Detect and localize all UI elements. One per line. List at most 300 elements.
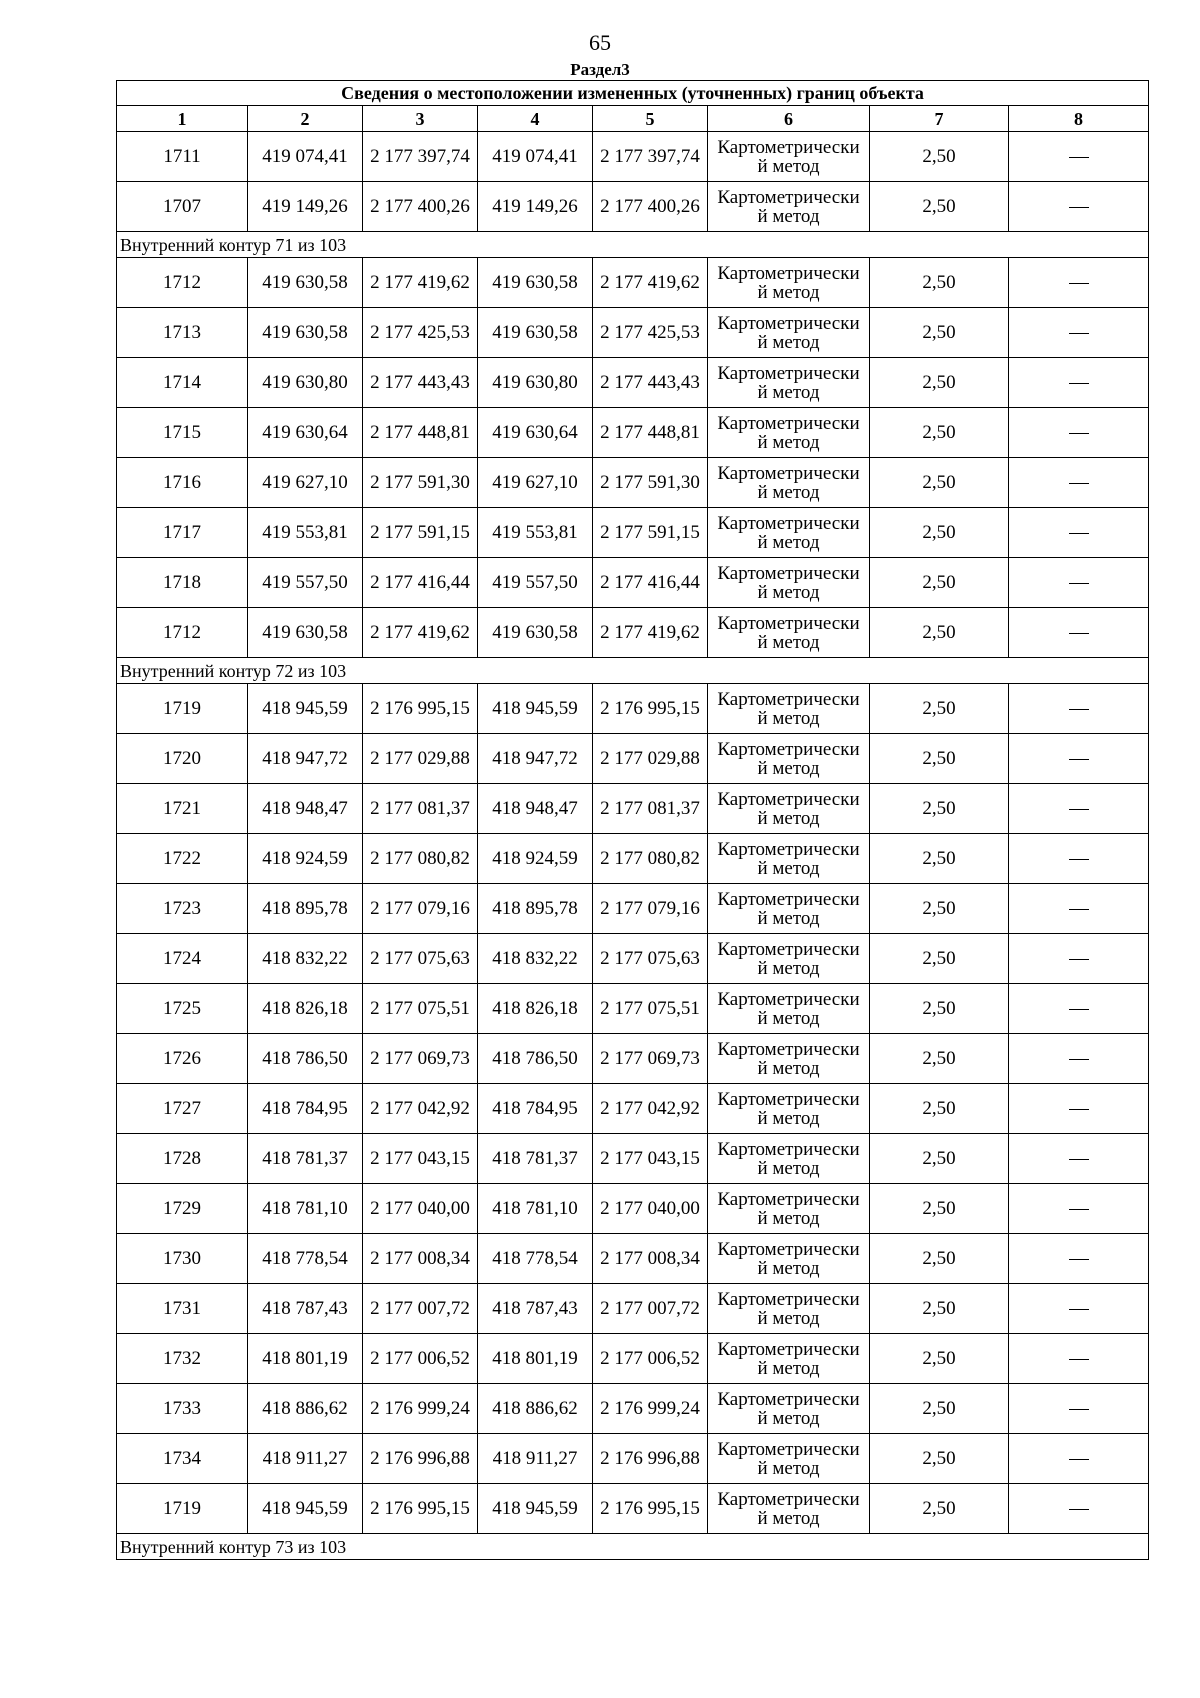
point-number-cell: 1721 <box>117 784 248 834</box>
point-number-cell: 1707 <box>117 182 248 232</box>
method-text-line2: й метод <box>757 581 820 603</box>
dash-mark <box>1069 1009 1089 1010</box>
point-number-cell: 1723 <box>117 884 248 934</box>
method-text-line1: Картометрически <box>717 562 860 584</box>
y-existing-cell: 2 177 043,15 <box>363 1134 478 1184</box>
dash-mark <box>1069 709 1089 710</box>
table-row <box>117 734 1149 784</box>
y-existing-cell: 2 177 400,26 <box>363 182 478 232</box>
y-refined-cell: 2 177 007,72 <box>593 1284 708 1334</box>
x-existing-cell: 418 945,59 <box>248 1484 363 1534</box>
accuracy-cell: 2,50 <box>870 1134 1009 1184</box>
accuracy-cell: 2,50 <box>870 1334 1009 1384</box>
y-refined-cell: 2 176 995,15 <box>593 684 708 734</box>
y-refined-cell: 2 177 075,51 <box>593 984 708 1034</box>
method-text-line1: Картометрически <box>717 938 860 960</box>
description-cell <box>1009 1434 1149 1484</box>
point-number-cell: 1733 <box>117 1384 248 1434</box>
dash-mark <box>1069 1259 1089 1260</box>
column-header: 5 <box>593 106 708 132</box>
accuracy-cell: 2,50 <box>870 258 1009 308</box>
column-header: 2 <box>248 106 363 132</box>
method-text-line2: й метод <box>757 957 820 979</box>
dash-mark <box>1069 283 1089 284</box>
method-text-line2: й метод <box>757 481 820 503</box>
x-existing-cell: 418 832,22 <box>248 934 363 984</box>
table-row <box>117 884 1149 934</box>
page-number: 65 <box>589 30 611 55</box>
description-cell <box>1009 458 1149 508</box>
x-existing-cell: 419 557,50 <box>248 558 363 608</box>
x-refined-cell: 418 801,19 <box>478 1334 593 1384</box>
method-text-line1: Картометрически <box>717 1088 860 1110</box>
accuracy-cell: 2,50 <box>870 558 1009 608</box>
x-existing-cell: 418 948,47 <box>248 784 363 834</box>
description-cell <box>1009 1384 1149 1434</box>
dash-mark <box>1069 1309 1089 1310</box>
table-row <box>117 508 1149 558</box>
method-text-line1: Картометрически <box>717 738 860 760</box>
x-existing-cell: 419 627,10 <box>248 458 363 508</box>
method-cell <box>708 684 870 734</box>
y-existing-cell: 2 177 591,30 <box>363 458 478 508</box>
description-cell <box>1009 1084 1149 1134</box>
description-cell <box>1009 934 1149 984</box>
accuracy-cell: 2,50 <box>870 1084 1009 1134</box>
method-text-line1: Картометрически <box>717 1138 860 1160</box>
method-cell <box>708 1484 870 1534</box>
point-number-cell: 1716 <box>117 458 248 508</box>
x-refined-cell: 419 074,41 <box>478 132 593 182</box>
table-row <box>117 934 1149 984</box>
method-text-line2: й метод <box>757 907 820 929</box>
method-text-line2: й метод <box>757 1457 820 1479</box>
dash-mark <box>1069 383 1089 384</box>
method-text-line1: Картометрически <box>717 462 860 484</box>
contour-row <box>117 232 1149 258</box>
method-cell <box>708 1434 870 1484</box>
method-cell <box>708 1284 870 1334</box>
description-cell <box>1009 258 1149 308</box>
dash-mark <box>1069 583 1089 584</box>
method-cell <box>708 132 870 182</box>
description-cell <box>1009 132 1149 182</box>
x-existing-cell: 418 886,62 <box>248 1384 363 1434</box>
coordinates-table <box>116 80 1149 1560</box>
x-refined-cell: 418 948,47 <box>478 784 593 834</box>
x-refined-cell: 418 781,10 <box>478 1184 593 1234</box>
method-text-line1: Картометрически <box>717 1438 860 1460</box>
x-refined-cell: 418 945,59 <box>478 1484 593 1534</box>
dash-mark <box>1069 207 1089 208</box>
accuracy-cell: 2,50 <box>870 984 1009 1034</box>
dash-mark <box>1069 157 1089 158</box>
point-number-cell: 1715 <box>117 408 248 458</box>
x-existing-cell: 419 630,58 <box>248 258 363 308</box>
x-refined-cell: 419 630,58 <box>478 608 593 658</box>
method-text-line1: Картометрически <box>717 1488 860 1510</box>
description-cell <box>1009 734 1149 784</box>
x-refined-cell: 418 786,50 <box>478 1034 593 1084</box>
description-cell <box>1009 684 1149 734</box>
description-cell <box>1009 182 1149 232</box>
x-existing-cell: 419 553,81 <box>248 508 363 558</box>
contour-row <box>117 658 1149 684</box>
method-text-line1: Картометрически <box>717 1288 860 1310</box>
method-text-line2: й метод <box>757 1357 820 1379</box>
y-existing-cell: 2 177 416,44 <box>363 558 478 608</box>
description-cell <box>1009 308 1149 358</box>
method-text-line1: Картометрически <box>717 888 860 910</box>
y-refined-cell: 2 176 999,24 <box>593 1384 708 1434</box>
x-refined-cell: 418 886,62 <box>478 1384 593 1434</box>
method-cell <box>708 734 870 784</box>
method-text-line2: й метод <box>757 205 820 227</box>
x-existing-cell: 419 149,26 <box>248 182 363 232</box>
x-refined-cell: 419 630,58 <box>478 258 593 308</box>
y-refined-cell: 2 177 591,30 <box>593 458 708 508</box>
method-text-line1: Картометрически <box>717 262 860 284</box>
table-row <box>117 1234 1149 1284</box>
point-number-cell: 1730 <box>117 1234 248 1284</box>
point-number-cell: 1734 <box>117 1434 248 1484</box>
method-text-line2: й метод <box>757 331 820 353</box>
method-cell <box>708 458 870 508</box>
y-refined-cell: 2 177 591,15 <box>593 508 708 558</box>
x-refined-cell: 419 557,50 <box>478 558 593 608</box>
y-existing-cell: 2 177 079,16 <box>363 884 478 934</box>
table-row <box>117 1384 1149 1434</box>
table-row <box>117 558 1149 608</box>
accuracy-cell: 2,50 <box>870 608 1009 658</box>
x-refined-cell: 418 895,78 <box>478 884 593 934</box>
accuracy-cell: 2,50 <box>870 1384 1009 1434</box>
method-cell <box>708 934 870 984</box>
y-refined-cell: 2 177 006,52 <box>593 1334 708 1384</box>
accuracy-cell: 2,50 <box>870 508 1009 558</box>
column-header: 7 <box>870 106 1009 132</box>
x-existing-cell: 418 787,43 <box>248 1284 363 1334</box>
method-cell <box>708 408 870 458</box>
point-number-cell: 1729 <box>117 1184 248 1234</box>
y-refined-cell: 2 177 008,34 <box>593 1234 708 1284</box>
method-text-line1: Картометрически <box>717 612 860 634</box>
y-refined-cell: 2 177 069,73 <box>593 1034 708 1084</box>
accuracy-cell: 2,50 <box>870 834 1009 884</box>
table-row <box>117 784 1149 834</box>
method-text-line1: Картометрически <box>717 1388 860 1410</box>
point-number-cell: 1711 <box>117 132 248 182</box>
method-text-line2: й метод <box>757 155 820 177</box>
column-header-row <box>117 106 1149 132</box>
method-text-line1: Картометрически <box>717 838 860 860</box>
method-text-line2: й метод <box>757 281 820 303</box>
y-existing-cell: 2 177 419,62 <box>363 608 478 658</box>
x-existing-cell: 418 786,50 <box>248 1034 363 1084</box>
method-text-line2: й метод <box>757 531 820 553</box>
x-existing-cell: 418 924,59 <box>248 834 363 884</box>
y-refined-cell: 2 176 995,15 <box>593 1484 708 1534</box>
description-cell <box>1009 784 1149 834</box>
method-text-line2: й метод <box>757 707 820 729</box>
description-cell <box>1009 1334 1149 1384</box>
point-number-cell: 1712 <box>117 608 248 658</box>
method-cell <box>708 1034 870 1084</box>
description-cell <box>1009 1134 1149 1184</box>
x-existing-cell: 418 801,19 <box>248 1334 363 1384</box>
y-existing-cell: 2 177 081,37 <box>363 784 478 834</box>
method-cell <box>708 1084 870 1134</box>
point-number-cell: 1731 <box>117 1284 248 1334</box>
y-existing-cell: 2 177 040,00 <box>363 1184 478 1234</box>
table-row <box>117 984 1149 1034</box>
x-refined-cell: 418 784,95 <box>478 1084 593 1134</box>
method-text-line2: й метод <box>757 631 820 653</box>
y-refined-cell: 2 177 080,82 <box>593 834 708 884</box>
point-number-cell: 1718 <box>117 558 248 608</box>
x-refined-cell: 418 832,22 <box>478 934 593 984</box>
method-cell <box>708 558 870 608</box>
x-existing-cell: 418 947,72 <box>248 734 363 784</box>
y-existing-cell: 2 177 006,52 <box>363 1334 478 1384</box>
accuracy-cell: 2,50 <box>870 884 1009 934</box>
accuracy-cell: 2,50 <box>870 1484 1009 1534</box>
x-refined-cell: 419 627,10 <box>478 458 593 508</box>
dash-mark <box>1069 759 1089 760</box>
y-existing-cell: 2 176 999,24 <box>363 1384 478 1434</box>
method-cell <box>708 1384 870 1434</box>
x-refined-cell: 418 781,37 <box>478 1134 593 1184</box>
description-cell <box>1009 984 1149 1034</box>
dash-mark <box>1069 809 1089 810</box>
column-header: 4 <box>478 106 593 132</box>
x-existing-cell: 418 781,37 <box>248 1134 363 1184</box>
description-cell <box>1009 358 1149 408</box>
table-row <box>117 1184 1149 1234</box>
y-refined-cell: 2 177 081,37 <box>593 784 708 834</box>
point-number-cell: 1725 <box>117 984 248 1034</box>
table-row <box>117 308 1149 358</box>
method-text-line1: Картометрически <box>717 412 860 434</box>
y-refined-cell: 2 177 042,92 <box>593 1084 708 1134</box>
y-existing-cell: 2 177 042,92 <box>363 1084 478 1134</box>
y-existing-cell: 2 177 419,62 <box>363 258 478 308</box>
table-row <box>117 458 1149 508</box>
x-existing-cell: 418 895,78 <box>248 884 363 934</box>
x-refined-cell: 419 630,58 <box>478 308 593 358</box>
method-text-line1: Картометрически <box>717 688 860 710</box>
table-row <box>117 1084 1149 1134</box>
y-refined-cell: 2 177 397,74 <box>593 132 708 182</box>
x-existing-cell: 418 945,59 <box>248 684 363 734</box>
accuracy-cell: 2,50 <box>870 132 1009 182</box>
y-refined-cell: 2 177 029,88 <box>593 734 708 784</box>
table-row <box>117 358 1149 408</box>
dash-mark <box>1069 1109 1089 1110</box>
x-existing-cell: 419 074,41 <box>248 132 363 182</box>
table-title-row <box>117 81 1149 106</box>
method-text-line2: й метод <box>757 1307 820 1329</box>
x-refined-cell: 418 778,54 <box>478 1234 593 1284</box>
method-text-line1: Картометрически <box>717 1038 860 1060</box>
table-title: Сведения о местоположении измененных (уточненных) границ объекта <box>117 81 1149 106</box>
accuracy-cell: 2,50 <box>870 1234 1009 1284</box>
accuracy-cell: 2,50 <box>870 784 1009 834</box>
x-refined-cell: 418 947,72 <box>478 734 593 784</box>
x-existing-cell: 419 630,58 <box>248 308 363 358</box>
point-number-cell: 1728 <box>117 1134 248 1184</box>
table-row <box>117 1284 1149 1334</box>
accuracy-cell: 2,50 <box>870 182 1009 232</box>
method-text-line1: Картометрически <box>717 362 860 384</box>
point-number-cell: 1717 <box>117 508 248 558</box>
table-row <box>117 1034 1149 1084</box>
y-existing-cell: 2 177 029,88 <box>363 734 478 784</box>
x-existing-cell: 418 784,95 <box>248 1084 363 1134</box>
y-existing-cell: 2 177 069,73 <box>363 1034 478 1084</box>
method-text-line1: Картометрически <box>717 988 860 1010</box>
point-number-cell: 1722 <box>117 834 248 884</box>
description-cell <box>1009 558 1149 608</box>
y-existing-cell: 2 177 425,53 <box>363 308 478 358</box>
x-refined-cell: 418 826,18 <box>478 984 593 1034</box>
contour-label: Внутренний контур 71 из 103 <box>117 232 1149 258</box>
method-text-line1: Картометрически <box>717 1188 860 1210</box>
y-existing-cell: 2 177 397,74 <box>363 132 478 182</box>
dash-mark <box>1069 1409 1089 1410</box>
y-existing-cell: 2 177 591,15 <box>363 508 478 558</box>
method-text-line2: й метод <box>757 1107 820 1129</box>
accuracy-cell: 2,50 <box>870 1284 1009 1334</box>
y-existing-cell: 2 177 007,72 <box>363 1284 478 1334</box>
y-existing-cell: 2 177 448,81 <box>363 408 478 458</box>
method-text-line1: Картометрически <box>717 1338 860 1360</box>
y-existing-cell: 2 177 008,34 <box>363 1234 478 1284</box>
description-cell <box>1009 1184 1149 1234</box>
table-row <box>117 1484 1149 1534</box>
accuracy-cell: 2,50 <box>870 684 1009 734</box>
y-refined-cell: 2 177 075,63 <box>593 934 708 984</box>
y-existing-cell: 2 177 075,51 <box>363 984 478 1034</box>
table-row <box>117 182 1149 232</box>
y-existing-cell: 2 177 080,82 <box>363 834 478 884</box>
x-existing-cell: 418 911,27 <box>248 1434 363 1484</box>
x-existing-cell: 418 781,10 <box>248 1184 363 1234</box>
method-text-line2: й метод <box>757 1157 820 1179</box>
contour-row <box>117 1534 1149 1560</box>
y-refined-cell: 2 177 448,81 <box>593 408 708 458</box>
table-row <box>117 132 1149 182</box>
table-row <box>117 1334 1149 1384</box>
y-existing-cell: 2 177 075,63 <box>363 934 478 984</box>
method-text-line1: Картометрически <box>717 312 860 334</box>
section-label: Раздел3 <box>570 60 630 79</box>
method-cell <box>708 1184 870 1234</box>
method-cell <box>708 608 870 658</box>
dash-mark <box>1069 483 1089 484</box>
y-refined-cell: 2 177 400,26 <box>593 182 708 232</box>
method-text-line2: й метод <box>757 857 820 879</box>
point-number-cell: 1714 <box>117 358 248 408</box>
dash-mark <box>1069 1159 1089 1160</box>
x-refined-cell: 419 553,81 <box>478 508 593 558</box>
y-refined-cell: 2 177 040,00 <box>593 1184 708 1234</box>
method-cell <box>708 1234 870 1284</box>
dash-mark <box>1069 333 1089 334</box>
table-row <box>117 1434 1149 1484</box>
table-row <box>117 608 1149 658</box>
method-cell <box>708 1334 870 1384</box>
description-cell <box>1009 1284 1149 1334</box>
description-cell <box>1009 1484 1149 1534</box>
point-number-cell: 1712 <box>117 258 248 308</box>
y-existing-cell: 2 176 995,15 <box>363 1484 478 1534</box>
point-number-cell: 1726 <box>117 1034 248 1084</box>
accuracy-cell: 2,50 <box>870 358 1009 408</box>
dash-mark <box>1069 1509 1089 1510</box>
dash-mark <box>1069 959 1089 960</box>
dash-mark <box>1069 1459 1089 1460</box>
dash-mark <box>1069 1209 1089 1210</box>
method-text-line2: й метод <box>757 1257 820 1279</box>
contour-label: Внутренний контур 72 из 103 <box>117 658 1149 684</box>
method-text-line2: й метод <box>757 1507 820 1529</box>
y-refined-cell: 2 177 079,16 <box>593 884 708 934</box>
x-refined-cell: 418 787,43 <box>478 1284 593 1334</box>
accuracy-cell: 2,50 <box>870 934 1009 984</box>
dash-mark <box>1069 1059 1089 1060</box>
x-refined-cell: 419 630,80 <box>478 358 593 408</box>
dash-mark <box>1069 1359 1089 1360</box>
x-existing-cell: 419 630,64 <box>248 408 363 458</box>
table-row <box>117 408 1149 458</box>
accuracy-cell: 2,50 <box>870 458 1009 508</box>
accuracy-cell: 2,50 <box>870 1034 1009 1084</box>
method-text-line1: Картометрически <box>717 1238 860 1260</box>
column-header: 8 <box>1009 106 1149 132</box>
table-row <box>117 684 1149 734</box>
x-refined-cell: 419 149,26 <box>478 182 593 232</box>
dash-mark <box>1069 633 1089 634</box>
column-header: 1 <box>117 106 248 132</box>
table-row <box>117 258 1149 308</box>
method-text-line2: й метод <box>757 431 820 453</box>
y-refined-cell: 2 177 419,62 <box>593 258 708 308</box>
x-existing-cell: 418 826,18 <box>248 984 363 1034</box>
method-cell <box>708 884 870 934</box>
table-row <box>117 1134 1149 1184</box>
accuracy-cell: 2,50 <box>870 1434 1009 1484</box>
method-text-line2: й метод <box>757 1407 820 1429</box>
y-refined-cell: 2 176 996,88 <box>593 1434 708 1484</box>
method-text-line2: й метод <box>757 807 820 829</box>
method-text-line1: Картометрически <box>717 186 860 208</box>
y-refined-cell: 2 177 443,43 <box>593 358 708 408</box>
description-cell <box>1009 1234 1149 1284</box>
column-header: 3 <box>363 106 478 132</box>
x-existing-cell: 418 778,54 <box>248 1234 363 1284</box>
dash-mark <box>1069 859 1089 860</box>
method-cell <box>708 1134 870 1184</box>
x-refined-cell: 418 911,27 <box>478 1434 593 1484</box>
method-text-line2: й метод <box>757 381 820 403</box>
method-cell <box>708 784 870 834</box>
method-text-line1: Картометрически <box>717 512 860 534</box>
x-refined-cell: 418 945,59 <box>478 684 593 734</box>
y-refined-cell: 2 177 419,62 <box>593 608 708 658</box>
point-number-cell: 1719 <box>117 684 248 734</box>
method-cell <box>708 258 870 308</box>
